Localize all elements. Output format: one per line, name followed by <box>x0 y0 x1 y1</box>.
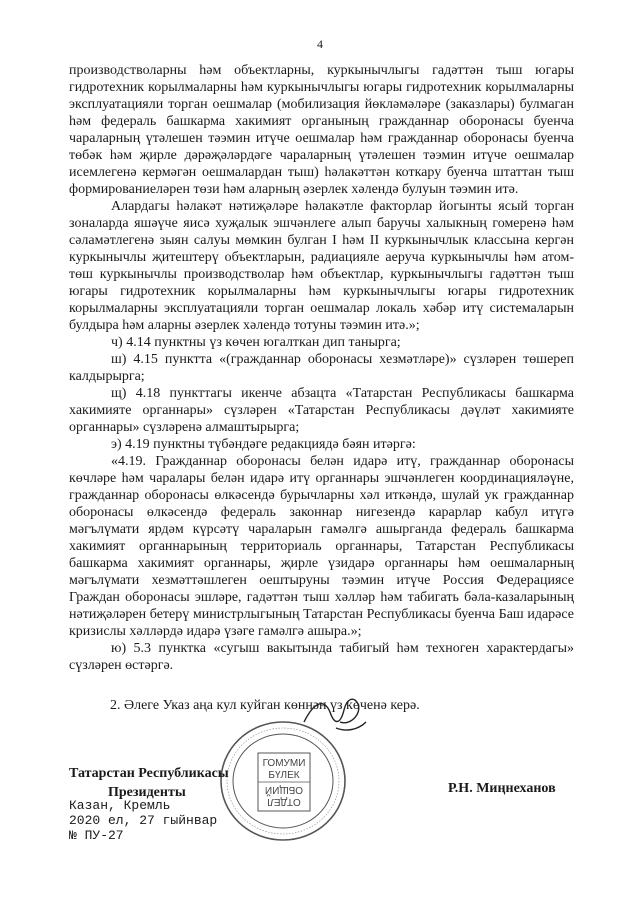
issue-date: 2020 ел, 27 гыйнвар <box>69 813 218 828</box>
svg-text:ГОМУМИ: ГОМУМИ <box>262 758 306 769</box>
amendment-e: э) 4.19 пунктны түбәндәге редакциядә бәян итәргә: <box>111 437 416 452</box>
svg-text:ОБЩИЙ: ОБЩИЙ <box>264 784 304 795</box>
issue-number: № ПУ-27 <box>69 828 124 843</box>
paragraph-hazard-objects: Алардагы һәлакәт нәтиҗәләре һәлакәтле факторлар йогынты ясый торган зоналарда яшәүче яисә хуҗалык эшчәнлеге алып баручы халыкның гомеренә һәм сәламәтлегенә зыян салуы мөмкин булган I һәм II куркынычлык классына кергән куркынычлы җитештерү объектларын, радиацияле аеруча куркынычлы һәм атом-төш куркынычлы производстволар һәм объектлар, куркынычлыгы гадәттән тыш югары гидротехник корылмаларны һәм куркынычлыгы югары гидротехник корылмаларны эксплуатацияли торган оешмалар локаль хәбәр итү системаларын булдыра һәм аларны әзерлек хәлендә тотуны тәэмин итә.»; <box>69 199 574 333</box>
amendment-yu: ю) 5.3 пунктка «сугыш вакытында табигый һәм техноген характердагы» сүзләрен өстәргә. <box>69 641 574 673</box>
amendment-sh: ш) 4.15 пунктта «(гражданнар оборонасы хезмәтләре)» сүзләрен төшереп калдырырга; <box>69 352 574 384</box>
amendment-ch: ч) 4.14 пунктны үз көчен югалткан дип танырга; <box>111 335 401 350</box>
clause-2: 2. Әлеге Указ аңа кул куйган көннән үз көченә керә. <box>110 698 420 713</box>
signatory-title-line1: Татарстан Республикасы <box>69 766 229 781</box>
document-body <box>69 62 574 674</box>
amendment-4-19-text: «4.19. Гражданнар оборонасы белән идарә итү, гражданнар оборонасы көчләре һәм чаралары белән идарә итү органнары эшчәнлеген координацияләүне, гражданнар оборонасы өлкәсендә бурычларны хәл иткәндә, шулай ук гражданнар оборонасы өлкәсендә федераль законнар нигезендә карарлар кабул итүгә мәгълүмати ярдәм күрсәтү чараларын гамәлгә ашырганда федераль башкарма хакимият органнарының территориаль органнары, Татарстан Республикасы башкарма хакимият органнары, җирле үзидарә органнары һәм оешмаларның мәгълүмати хезмәттәшлеген оештыруны тәэмин итүче Россия Федерациясе Граждан оборонасы эшләре, гадәттән тыш хәлләр һәм табигать бәла-казаларының нәтиҗәләрен бетерү министрлыгының Татарстан Республикасы буенча Баш идарәсе кризислы хәлләрдә идарә үзәге гамәлгә ашыра.»; <box>69 454 574 639</box>
svg-text:БҮЛЕК: БҮЛЕК <box>268 770 300 781</box>
signatory-title <box>69 764 229 802</box>
issue-place: Казан, Кремль <box>69 798 171 813</box>
signatory-name: Р.Н. Миңнеханов <box>448 781 556 796</box>
signatory-title-line2: Президенты <box>108 785 186 800</box>
issue-metadata <box>69 798 217 843</box>
paragraph-continuation: производстволарны һәм объектларны, куркынычлыгы гадәттән тыш югары гидротехник корылмаларны һәм куркынычлыгы югары гидротехник корылмаларны эксплуатацияли торган оешмалар (мобилизация йөкләмәләре (заказлары) булмаган һәм федераль башкарма хакимият органының гражданнар оборонасы буенча чараларның үтәлешен тәэмин итүче оешмалар һәм гражданнар оборонасы буенча төбәк һәм җирле дәрәҗәләрдәге чараларның үтәлешен тәэмин итүче оешмалар исемлегенә кермәгән оешмалардан тыш) һәлакәттән коткару буенча штаттан тыш формированиеләрен төзи һәм аларның әзерлек хәлендә булуын тәэмин итә. <box>69 63 574 197</box>
page-number: 4 <box>317 37 323 51</box>
official-seal <box>218 719 348 843</box>
svg-text:ОТДЕЛ: ОТДЕЛ <box>267 796 301 807</box>
amendment-shch: щ) 4.18 пункттагы икенче абзацта «Татарстан Республикасы башкарма хакимияте органнары» сүзләрен «Татарстан Республикасы дәүләт хакимияте органнары» сүзләренә алмаштырырга; <box>69 386 574 435</box>
